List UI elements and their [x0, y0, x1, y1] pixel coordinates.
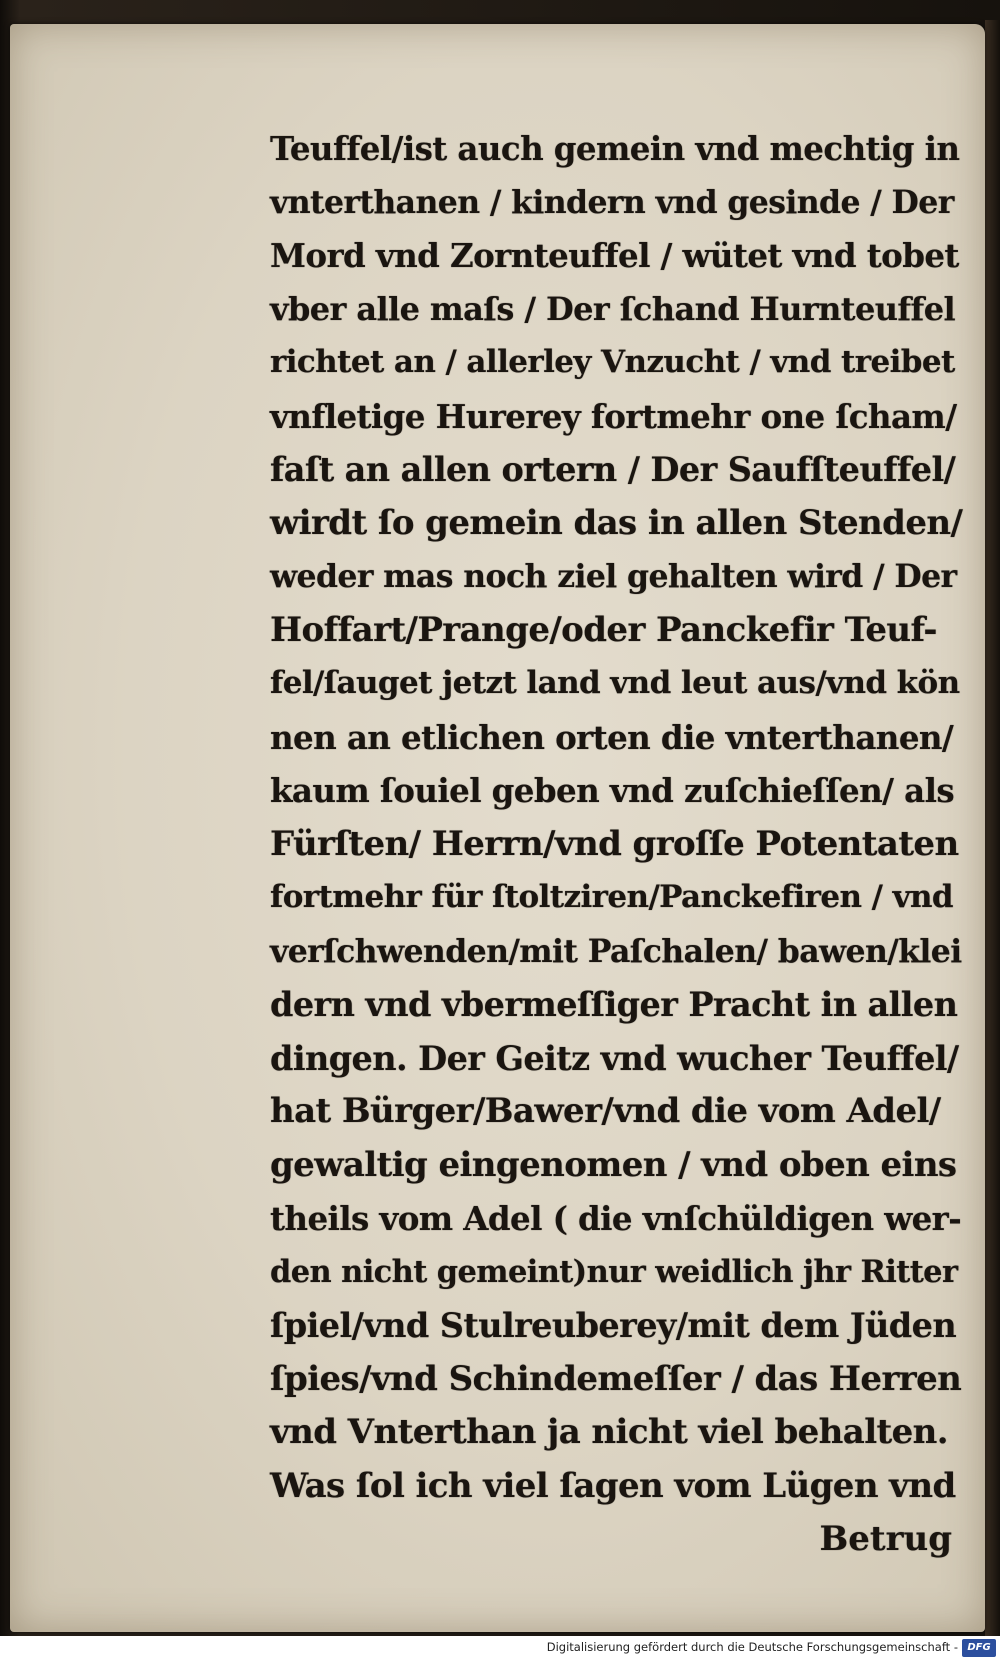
- text-line: theils vom Adel ( die vnſchüldigen wer-: [270, 1199, 962, 1238]
- text-line: vnd Vnterthan ja nicht viel behalten.: [270, 1412, 949, 1452]
- text-line: vnfletige Hurerey fortmehr one ſcham/: [270, 396, 957, 436]
- text-line: Teuffel/ist auch gemein vnd mechtig in: [270, 129, 960, 168]
- catchword: Betrug: [819, 1519, 952, 1559]
- text-line: dern vnd vbermeſſiger Pracht in allen: [270, 985, 958, 1024]
- digitization-footer: [0, 1636, 1000, 1660]
- text-line: dingen. Der Geitz vnd wucher Teuffel/: [270, 1038, 959, 1078]
- text-line: richtet an / allerley Vnzucht / vnd treibet: [270, 344, 955, 380]
- page-text-block: [270, 122, 962, 1567]
- text-line: vber alle maſs / Der ſchand Hurnteuffel: [270, 289, 956, 328]
- text-line: Hoffart/Prange/oder Panckefir Teuf-: [270, 609, 937, 650]
- text-line: faſt an allen ortern / Der Saufſteuffel/: [270, 450, 956, 489]
- text-line: hat Bürger/Bawer/vnd die vom Adel/: [270, 1091, 941, 1131]
- text-line: Fürſten/ Herrn/vnd groſſe Potentaten: [270, 823, 959, 864]
- text-line: ſpies/vnd Schindemeſſer / das Herren: [270, 1358, 962, 1399]
- text-line: gewaltig eingenomen / vnd oben eins: [270, 1144, 957, 1185]
- text-line: ſpiel/vnd Stulreuberey/mit dem Jüden: [270, 1306, 957, 1345]
- page-edge: [985, 20, 1000, 1636]
- dfg-logo-icon: DFG: [962, 1639, 996, 1657]
- text-line: nen an etlichen orten die vnterthanen/: [270, 717, 954, 757]
- text-line: Was ſol ich viel ſagen vom Lügen vnd: [270, 1465, 956, 1506]
- text-line: kaum ſouiel geben vnd zuſchieſſen/ als: [270, 771, 955, 810]
- text-line: vnterthanen / kindern vnd gesinde / Der: [270, 183, 954, 221]
- text-line: weder mas noch ziel gehalten wird / Der: [270, 558, 957, 595]
- text-line: fortmehr für ſtoltziren/Panckefiren / vnd: [270, 879, 953, 915]
- text-line: wirdt ſo gemein das in allen Stenden/: [270, 502, 963, 543]
- funding-credit: Digitalisierung gefördert durch die Deutsche Forschungsgemeinschaft -: [546, 1640, 958, 1654]
- text-line: Mord vnd Zornteuffel / wütet vnd tobet: [270, 236, 959, 275]
- text-line: den nicht gemeint)nur weidlich jhr Ritter: [270, 1253, 958, 1290]
- text-line: verſchwenden/mit Paſchalen/ bawen/klei: [270, 932, 962, 970]
- text-line: fel/ſauget jetzt land vnd leut aus/vnd kön: [270, 665, 960, 701]
